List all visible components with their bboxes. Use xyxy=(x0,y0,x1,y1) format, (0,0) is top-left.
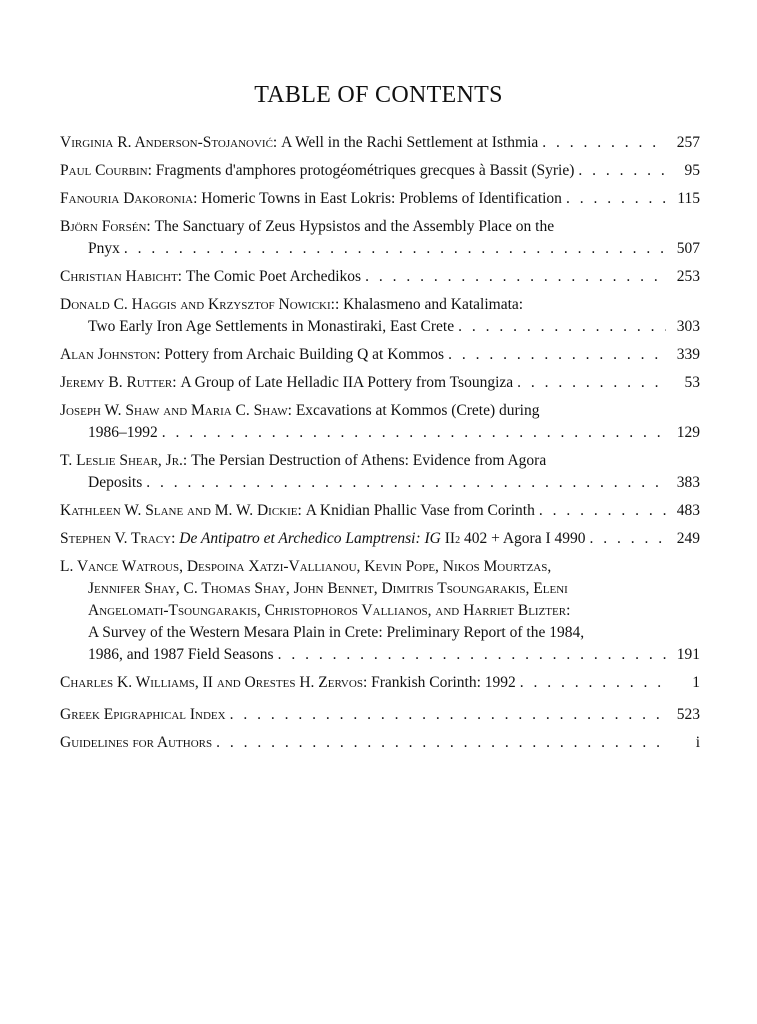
entry-page: i xyxy=(695,734,700,751)
toc-entry-guidelines[interactable] xyxy=(60,732,700,754)
toc-entry[interactable] xyxy=(60,400,700,444)
toc-entry[interactable] xyxy=(60,556,700,666)
leader-dots xyxy=(361,266,666,288)
entry-title: Khalasmeno and Katalimata: xyxy=(343,296,524,313)
entry-page: 257 xyxy=(676,134,700,151)
leader-dots xyxy=(444,344,666,366)
entry-title-continued: Pnyx xyxy=(88,240,120,257)
toc-entry[interactable] xyxy=(60,500,700,522)
leader-dots xyxy=(274,644,666,666)
entry-title-continued: Two Early Iron Age Settlements in Monastiraki, East Crete xyxy=(88,318,455,335)
toc-entry[interactable] xyxy=(60,160,700,182)
entry-page: 507 xyxy=(676,240,700,257)
entry-author: Christian Habicht: xyxy=(60,268,182,285)
entry-page: 303 xyxy=(676,318,700,335)
entry-title: Homeric Towns in East Lokris: Problems of Identification xyxy=(201,190,562,207)
entry-author: Björn Forsén: xyxy=(60,218,151,235)
entry-title: The Comic Poet Archedikos xyxy=(185,268,362,285)
guidelines-label: Guidelines for Authors xyxy=(60,734,213,751)
entry-title: Pottery from Archaic Building Q at Kommos xyxy=(164,346,445,363)
entry-page: 383 xyxy=(676,474,700,491)
entry-author: Paul Courbin: xyxy=(60,162,152,179)
entry-title-italic: De Antipatro et Archedico Lamptrensi: IG xyxy=(179,530,441,547)
entry-author: Stephen V. Tracy: xyxy=(60,530,176,547)
leader-dots xyxy=(538,132,666,154)
entry-author: Fanouria Dakoronia: xyxy=(60,190,198,207)
entry-author: Virginia R. Anderson-Stojanović: xyxy=(60,134,278,151)
leader-dots xyxy=(142,472,666,494)
entry-title-continued: Deposits xyxy=(88,474,143,491)
leader-dots xyxy=(574,160,666,182)
toc-entry[interactable] xyxy=(60,672,700,694)
entry-authors: L. Vance Watrous, Despoina Xatzi-Vallianou, Kevin Pope, Nikos Mourtzas, xyxy=(60,558,552,575)
toc-entry[interactable] xyxy=(60,294,700,338)
entry-title: Frankish Corinth: 1992 xyxy=(371,674,516,691)
entry-title: The Persian Destruction of Athens: Evidence from Agora xyxy=(191,452,547,469)
toc-entry[interactable] xyxy=(60,216,700,260)
entry-title: A Group of Late Helladic IIA Pottery from Tsoungiza xyxy=(180,374,514,391)
leader-dots xyxy=(212,732,666,754)
leader-dots xyxy=(562,188,666,210)
leader-dots xyxy=(516,672,666,694)
entry-title: A Knidian Phallic Vase from Corinth xyxy=(305,502,535,519)
leader-dots xyxy=(226,704,666,726)
entry-author: T. Leslie Shear, Jr.: xyxy=(60,452,188,469)
entry-title-continued: 1986–1992 xyxy=(88,424,158,441)
toc-entry[interactable] xyxy=(60,266,700,288)
table-of-contents xyxy=(60,132,700,760)
toc-entry-index[interactable] xyxy=(60,704,700,726)
entry-page: 253 xyxy=(676,268,700,285)
entry-author: Kathleen W. Slane and M. W. Dickie: xyxy=(60,502,302,519)
entry-author: Jeremy B. Rutter: xyxy=(60,374,177,391)
leader-dots xyxy=(454,316,666,338)
page-title: TABLE OF CONTENTS xyxy=(254,82,503,108)
entry-page: 339 xyxy=(676,346,700,363)
entry-page: 1 xyxy=(692,674,700,691)
leader-dots xyxy=(513,372,666,394)
leader-dots xyxy=(120,238,666,260)
entry-title-part: 402 + Agora I 4990 xyxy=(463,530,586,547)
entry-author: Alan Johnston: xyxy=(60,346,161,363)
entry-page: 95 xyxy=(684,162,700,179)
index-label: Greek Epigraphical Index xyxy=(60,706,226,723)
leader-dots xyxy=(158,422,666,444)
entry-title: Excavations at Kommos (Crete) during xyxy=(295,402,540,419)
entry-title: A Survey of the Western Mesara Plain in Crete: Preliminary Report of the 1984, xyxy=(88,624,585,641)
entry-title-continued: 1986, and 1987 Field Seasons xyxy=(88,646,274,663)
entry-page: 129 xyxy=(676,424,700,441)
toc-entry[interactable] xyxy=(60,372,700,394)
entry-page: 483 xyxy=(676,502,700,519)
toc-entry[interactable] xyxy=(60,344,700,366)
toc-entry[interactable] xyxy=(60,188,700,210)
entry-authors: Angelomati-Tsoungarakis, Christophoros Vallianos, and Harriet Blizter: xyxy=(88,602,571,619)
entry-author: Donald C. Haggis and Krzysztof Nowicki:: xyxy=(60,296,340,313)
entry-page: 53 xyxy=(684,374,700,391)
entry-author: Joseph W. Shaw and Maria C. Shaw: xyxy=(60,402,292,419)
entry-authors: Jennifer Shay, C. Thomas Shay, John Bennet, Dimitris Tsoungarakis, Eleni xyxy=(88,580,568,597)
entry-author: Charles K. Williams, II and Orestes H. Zervos: xyxy=(60,674,368,691)
entry-title: A Well in the Rachi Settlement at Isthmia xyxy=(281,134,539,151)
entry-page: 115 xyxy=(677,190,700,207)
leader-dots xyxy=(586,528,667,550)
leader-dots xyxy=(535,500,666,522)
entry-title-part: II xyxy=(444,530,456,547)
entry-title: The Sanctuary of Zeus Hypsistos and the Assembly Place on the xyxy=(154,218,555,235)
entry-page: 191 xyxy=(676,646,700,663)
entry-title: Fragments d'amphores protogéométriques grecques à Bassit (Syrie) xyxy=(155,162,575,179)
toc-entry[interactable] xyxy=(60,450,700,494)
toc-entry[interactable] xyxy=(60,132,700,154)
entry-page: 523 xyxy=(676,706,700,723)
entry-page: 249 xyxy=(676,530,700,547)
toc-entry[interactable]: Stephen V. Tracy: De Antipatro et Archedico Lamptrensi: IG II 2 402 + Agora I 4990 . . . 249 xyxy=(60,528,700,550)
